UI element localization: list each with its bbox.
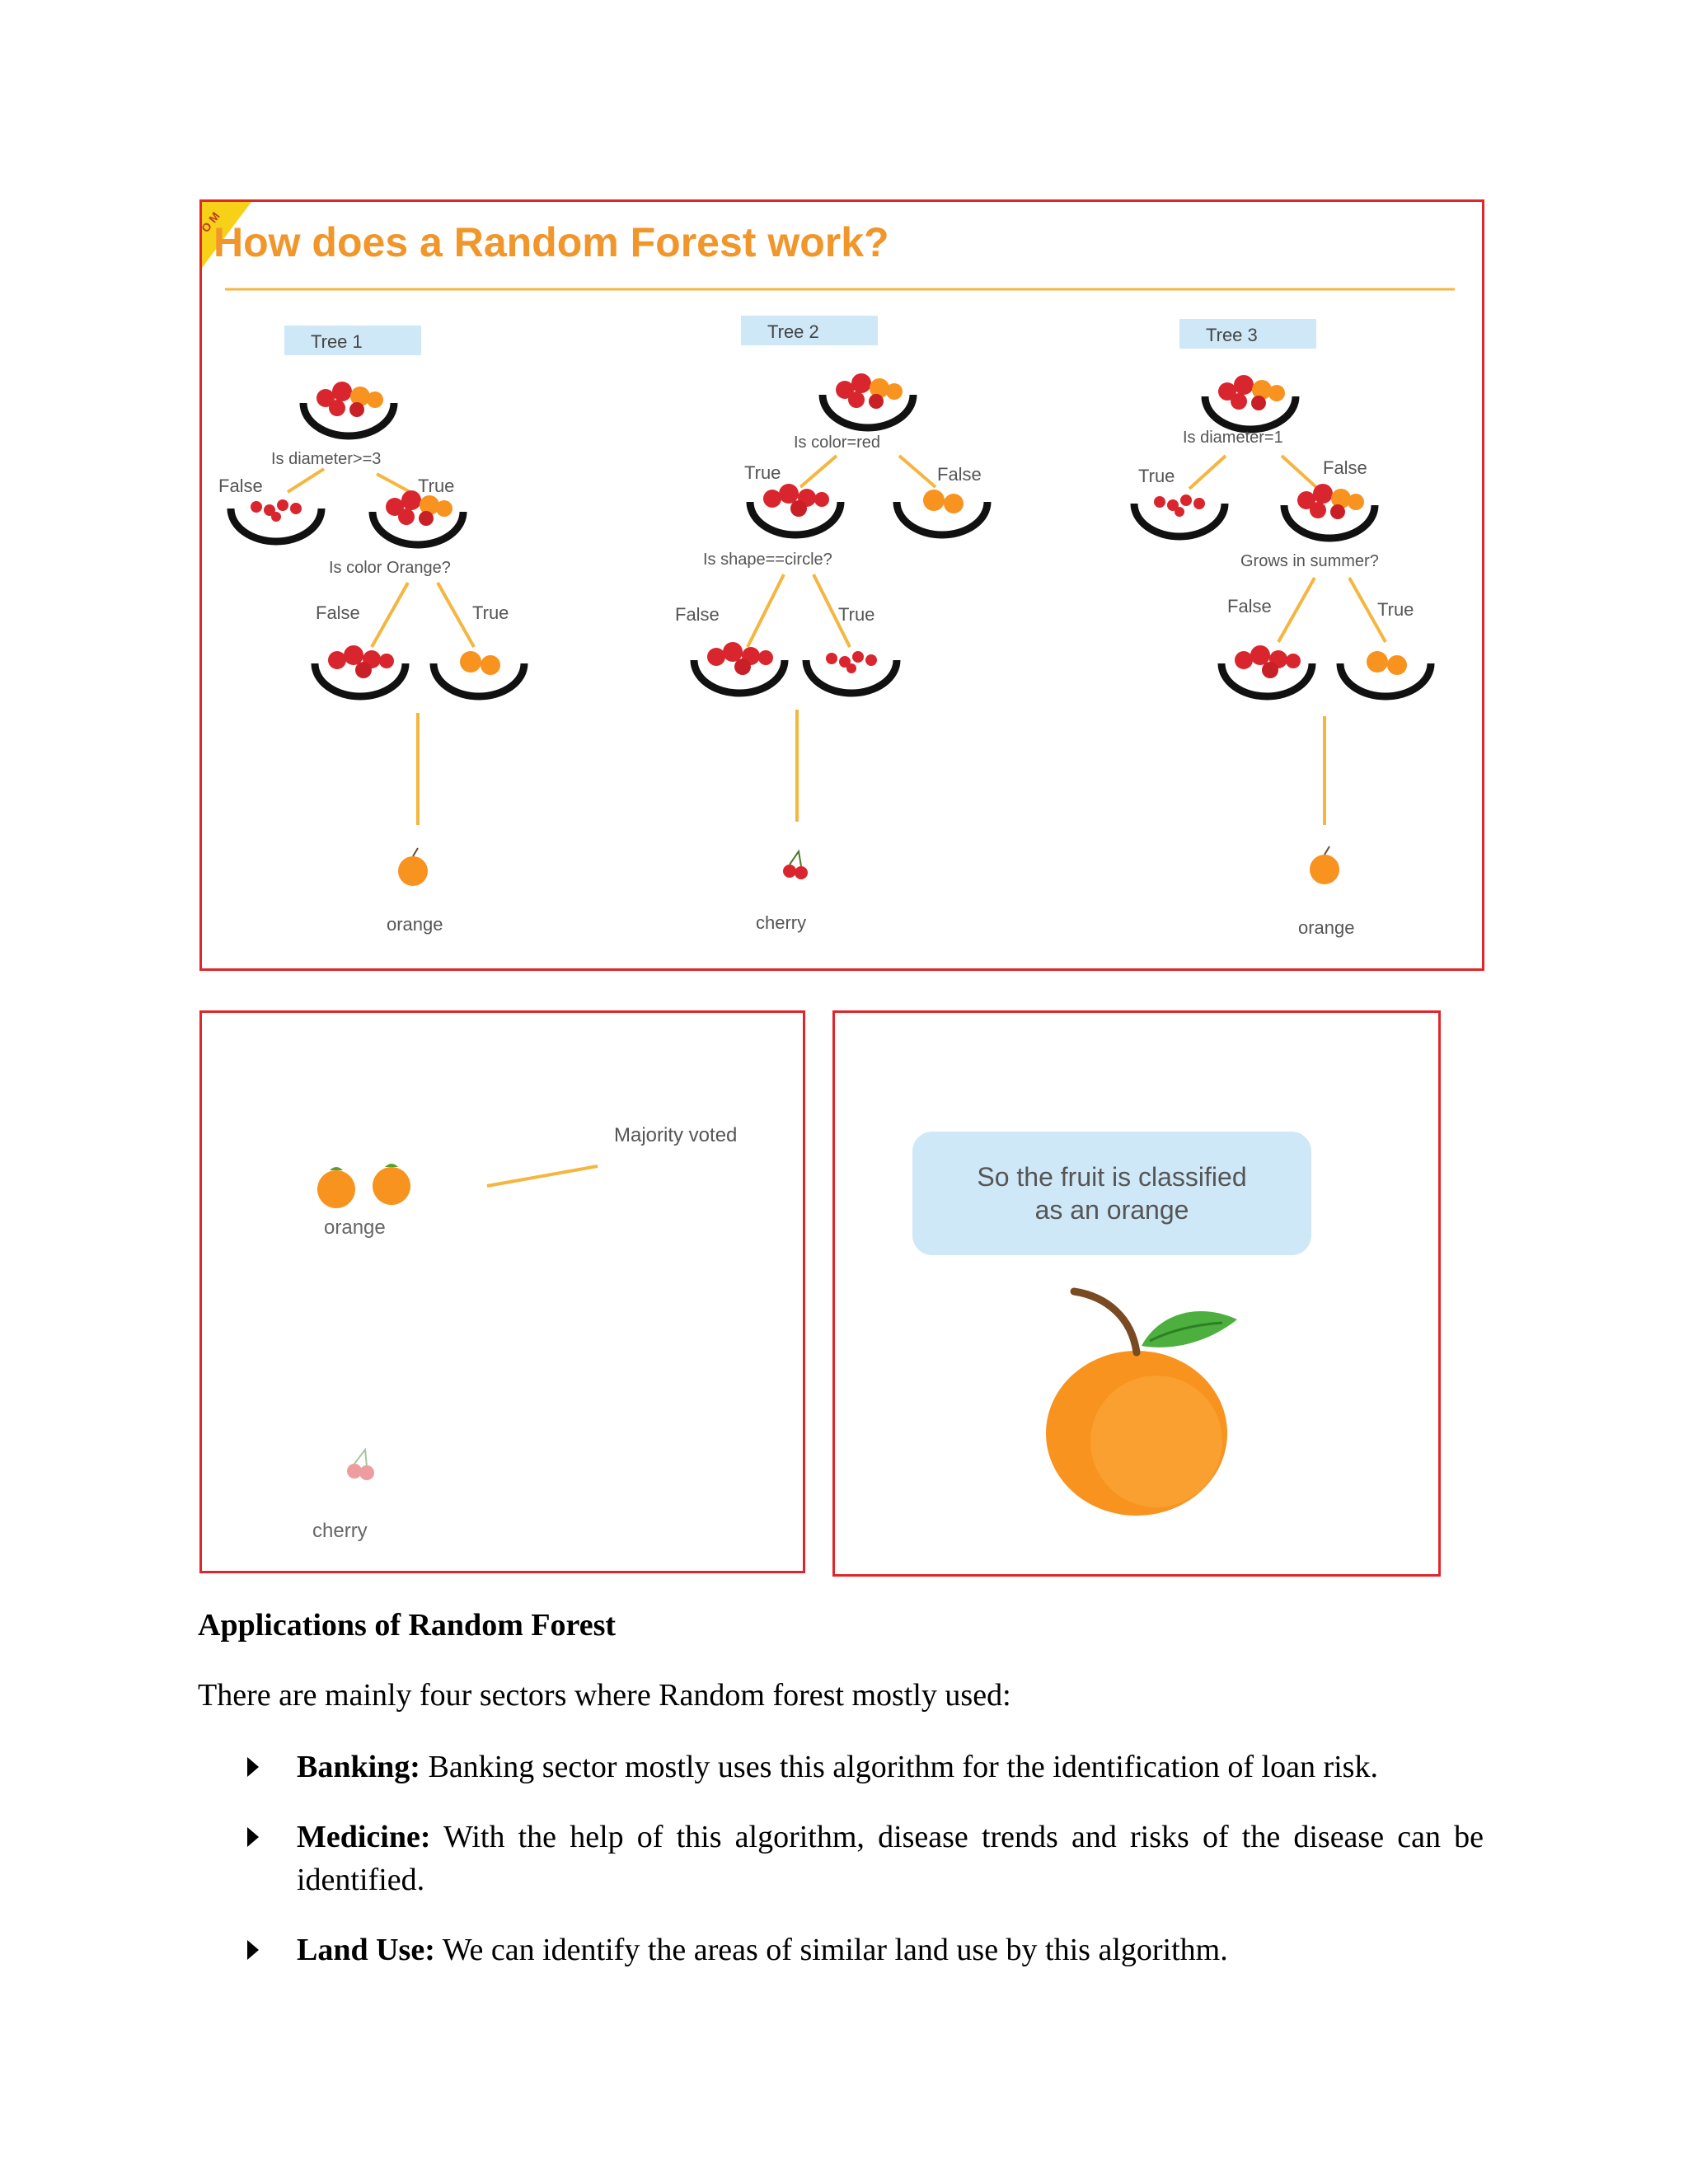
apples-bowl-icon — [1221, 645, 1312, 696]
tree-label: Tree 1 — [311, 331, 363, 352]
bullet-description: We can identify the areas of similar land use by this algorithm. — [442, 1933, 1228, 1967]
bullet-term: Banking: — [297, 1750, 420, 1784]
cherry-label: cherry — [312, 1520, 368, 1542]
tree-label: Tree 2 — [767, 321, 819, 342]
classification-result-diagram — [835, 1013, 1438, 1574]
corner-badge-text: O M — [198, 209, 223, 235]
tree-result: orange — [1298, 917, 1355, 938]
root-question: Is color=red — [794, 434, 881, 452]
root-false-label: False — [1323, 457, 1367, 478]
random-forest-diagram — [198, 202, 1482, 968]
bullet-term: Land Use: — [297, 1933, 435, 1967]
tree-result: cherry — [756, 912, 807, 933]
root-true-label: True — [1138, 466, 1175, 486]
false-bowl-icon — [231, 499, 321, 541]
bullet-text — [297, 1746, 1484, 1788]
random-forest-figure — [199, 199, 1484, 971]
orange-icon — [1310, 855, 1339, 884]
second-false-label: False — [316, 602, 360, 623]
second-false-label: False — [675, 604, 720, 625]
majority-label: Majority voted — [614, 1124, 738, 1146]
root-false-label: False — [937, 464, 982, 485]
majority-vote-figure — [199, 1010, 805, 1573]
majority-vote-diagram — [202, 1013, 803, 1571]
root-bowl-icon — [303, 382, 394, 436]
bullet-triangle-icon — [247, 1827, 259, 1847]
tree-1 — [218, 326, 524, 935]
figure-title: How does a Random Forest work? — [213, 219, 889, 265]
true-bowl-icon — [1134, 494, 1225, 537]
cherry-icon — [347, 1450, 374, 1480]
second-question: Is shape==circle? — [703, 551, 832, 569]
bullet-term: Medicine: — [297, 1820, 431, 1854]
classification-result-figure — [832, 1010, 1441, 1577]
root-true-label: True — [418, 476, 455, 496]
second-false-label: False — [1227, 596, 1272, 616]
apples-bowl-icon — [694, 642, 785, 693]
oranges-bowl-icon — [1340, 651, 1431, 696]
true-bowl-icon — [373, 490, 463, 545]
root-false-label: False — [218, 476, 263, 496]
bullet-triangle-icon — [247, 1940, 259, 1960]
orange-icon — [398, 856, 428, 886]
apples-bowl-icon — [315, 645, 406, 696]
cherries-bowl-icon — [806, 651, 897, 693]
bullet-description: With the help of this algorithm, disease trends and risks of the disease can be identified. — [297, 1820, 1484, 1897]
root-true-label: True — [744, 462, 781, 483]
false-bowl-icon — [897, 490, 987, 535]
root-bowl-icon — [1205, 375, 1296, 429]
oranges-bowl-icon — [434, 651, 524, 696]
true-bowl-icon — [750, 484, 841, 535]
tree-label: Tree 3 — [1206, 325, 1258, 345]
false-bowl-icon — [1284, 484, 1375, 538]
root-bowl-icon — [823, 373, 913, 428]
root-question: Is diameter>=3 — [271, 450, 382, 468]
section-heading: Applications of Random Forest — [198, 1608, 617, 1643]
intro-paragraph: There are mainly four sectors where Random forest mostly used: — [198, 1678, 1011, 1713]
message-text: So the fruit is classified as an orange — [977, 1162, 1247, 1225]
big-orange-icon — [1046, 1291, 1237, 1516]
second-true-label: True — [472, 602, 509, 623]
majority-connector — [487, 1166, 598, 1186]
second-true-label: True — [1377, 599, 1414, 620]
bullet-description: Banking sector mostly uses this algorithm for the identification of loan risk. — [428, 1750, 1378, 1784]
second-question: Grows in summer? — [1240, 552, 1379, 570]
bullet-triangle-icon — [247, 1757, 259, 1777]
tree-result: orange — [387, 914, 443, 935]
cherry-icon — [783, 851, 808, 879]
second-question: Is color Orange? — [329, 559, 451, 577]
tree-2 — [675, 316, 987, 933]
root-question: Is diameter=1 — [1183, 429, 1283, 447]
bullet-text — [297, 1929, 1484, 1971]
bullet-text — [297, 1816, 1484, 1901]
orange-label: orange — [324, 1216, 386, 1239]
tree-3 — [1134, 319, 1431, 938]
two-oranges-icon — [317, 1164, 410, 1208]
second-true-label: True — [838, 604, 875, 625]
